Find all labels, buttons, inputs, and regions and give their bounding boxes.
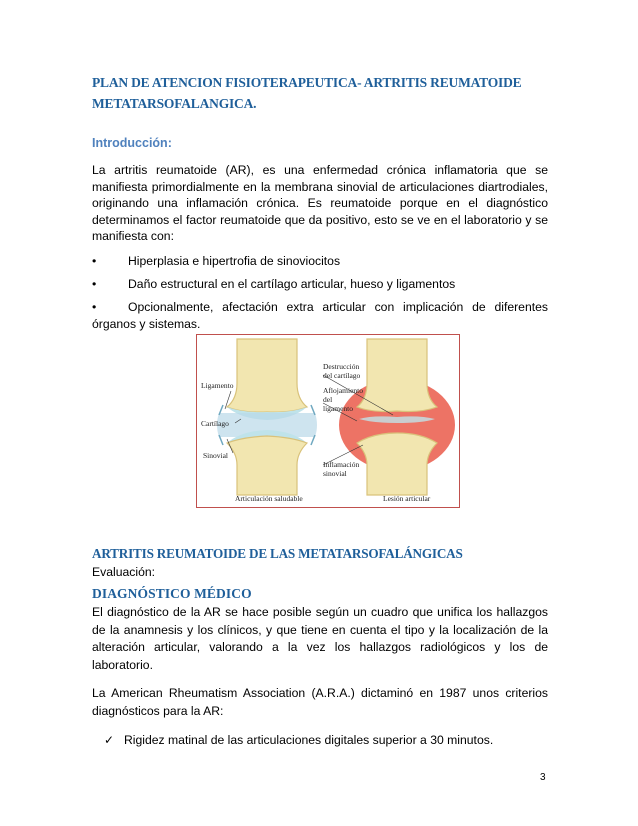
list-item-text: Daño estructural en el cartílago articular, hueso y ligamentos [128, 277, 456, 291]
label-inflamacion-1: Inflamación [323, 460, 360, 469]
label-lesion: Lesión articular [383, 494, 431, 503]
joint-diagram [197, 335, 459, 507]
checklist-item-text: Rigidez matinal de las articulaciones digitales superior a 30 minutos. [124, 733, 494, 747]
bullet-icon: • [92, 254, 97, 268]
bullet-icon: • [92, 300, 97, 314]
label-destruccion-2: del cartílago [323, 371, 361, 380]
list-item-continuation: órganos y sistemas. [92, 317, 201, 331]
diagnosis-paragraph: El diagnóstico de la AR se hace posible según un cuadro que unifica los hallazgos de la anamnesis y los clínicos, y que tiene en cuenta el tipo y la localización de la alteración articular, valorando a la vez los hallazgos radiológicos y los de laboratorio. [92, 605, 548, 672]
bullet-icon: • [92, 277, 97, 291]
list-item-text: Hiperplasia e hipertrofia de sinoviocitos [128, 254, 341, 268]
upper-bone-healthy [227, 339, 307, 412]
page-number: 3 [540, 772, 546, 783]
evaluation-label: Evaluación: [92, 565, 156, 579]
document-title: PLAN DE ATENCION FISIOTERAPEUTICA- ARTRITIS REUMATOIDE METATARSOFALANGICA. [92, 75, 522, 111]
lower-bone-healthy [227, 436, 307, 495]
label-cartilago: Cartílago [201, 419, 229, 428]
diagnosis-heading: DIAGNÓSTICO MÉDICO [92, 586, 252, 601]
label-inflamacion-2: sinovial [323, 469, 347, 478]
label-sinovial: Sinovial [203, 451, 229, 460]
label-healthy: Articulación saludable [235, 494, 303, 503]
label-aflojamiento-1: Aflojamiento [323, 386, 363, 395]
checkmark-icon: ✓ [104, 733, 115, 747]
label-destruccion-1: Destrucción [323, 362, 360, 371]
upper-bone-lesion [357, 339, 437, 412]
joint-illustration [196, 334, 460, 508]
section-heading: ARTRITIS REUMATOIDE DE LAS METATARSOFALÁNGICAS [92, 546, 463, 561]
label-aflojamiento-3: ligamento [323, 404, 353, 413]
label-ligamento: Ligamento [201, 381, 234, 390]
intro-paragraph: La artritis reumatoide (AR), es una enfermedad crónica inflamatoria que se manifiesta primordialmente en la membrana sinovial de articulaciones diartrodiales, originando una inflamación crónica. Es reumatoide porque en el diagnóstico determinamos el factor reumatoide que da positivo, esto se ve en el laboratorio y se manifiesta con: [92, 163, 548, 243]
ara-paragraph: La American Rheumatism Association (A.R.A.) dictaminó en 1987 unos criterios diagnósticos para la AR: [92, 686, 548, 718]
label-aflojamiento-2: del [323, 395, 333, 404]
healthy-joint [217, 339, 317, 495]
lower-bone-lesion [357, 433, 437, 495]
intro-heading: Introducción: [92, 136, 172, 150]
list-item-text: Opcionalmente, afectación extra articular con implicación de diferentes [128, 300, 548, 314]
checklist-item [104, 732, 493, 749]
